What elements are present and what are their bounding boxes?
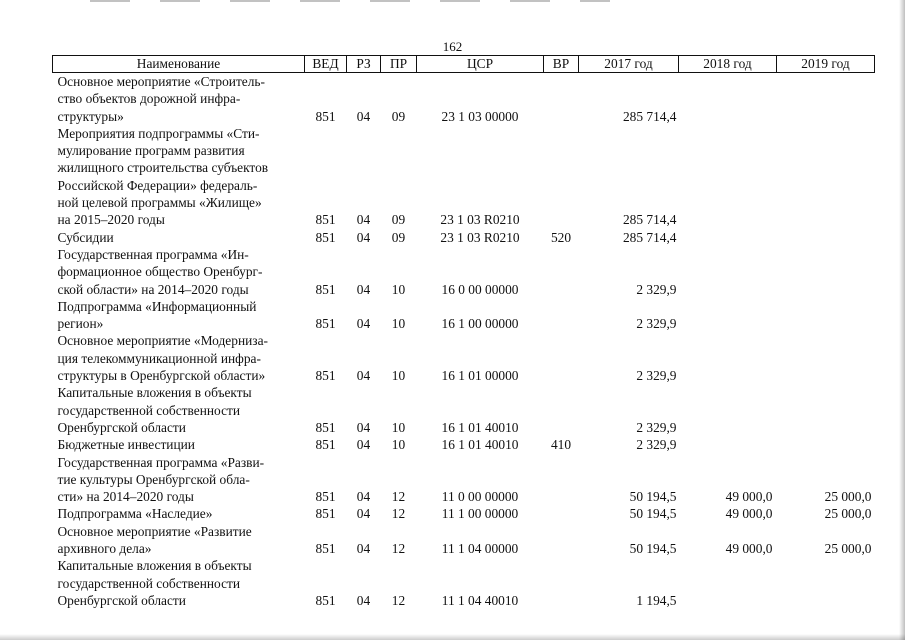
cell-y2019 xyxy=(777,557,875,609)
cell-y2019 xyxy=(777,229,875,246)
cell-y2017: 285 714,4 xyxy=(622,108,677,124)
cell-y2019 xyxy=(777,384,875,436)
cell-pr: 10 xyxy=(391,437,406,453)
cell-vr xyxy=(544,384,579,436)
table-row xyxy=(53,332,875,384)
cell-ved: 851 xyxy=(315,437,336,453)
cell-ved: 851 xyxy=(315,592,336,608)
cell-y2019 xyxy=(777,332,875,384)
cell-vr xyxy=(544,332,579,384)
cell-pr: 09 xyxy=(391,229,406,245)
cell-y2019 xyxy=(777,73,875,125)
table-row xyxy=(53,436,875,453)
cell-csr: 23 1 03 00000 xyxy=(441,108,519,124)
cell-name: Государственная программа «Разви- тие культуры Оренбургской обла- сти» на 2014–2020 годы xyxy=(57,454,265,505)
header-vr: ВР xyxy=(544,56,579,73)
cell-vr xyxy=(544,125,579,229)
cell-rz: 04 xyxy=(356,281,371,297)
cell-y2018 xyxy=(679,246,777,298)
table-row xyxy=(53,384,875,436)
cell-y2019: 25 000,0 xyxy=(824,506,872,522)
cell-ved: 851 xyxy=(315,229,336,245)
cell-rz: 04 xyxy=(356,541,371,557)
cell-csr: 16 1 01 40010 xyxy=(441,419,519,435)
table-header xyxy=(53,56,875,73)
header-2017: 2017 год xyxy=(579,56,679,73)
cell-y2019: 25 000,0 xyxy=(824,541,872,557)
cell-pr: 12 xyxy=(391,541,406,557)
table-row xyxy=(53,454,875,506)
table-row xyxy=(53,523,875,558)
header-pr: ПР xyxy=(381,56,417,73)
cell-pr: 10 xyxy=(391,419,406,435)
cell-csr: 23 1 03 R0210 xyxy=(440,212,520,228)
cell-name: Основное мероприятие «Строитель- ство объектов дорожной инфра- структуры» xyxy=(57,74,265,124)
cell-rz: 04 xyxy=(356,212,371,228)
cell-pr: 12 xyxy=(391,506,406,522)
cell-pr: 10 xyxy=(391,368,406,384)
cell-ved: 851 xyxy=(315,316,336,332)
cell-rz: 04 xyxy=(356,506,371,522)
cell-vr xyxy=(544,73,579,125)
cell-y2018 xyxy=(679,436,777,453)
cell-y2019: 25 000,0 xyxy=(824,489,872,505)
cell-vr xyxy=(544,505,579,522)
cell-y2018 xyxy=(679,73,777,125)
cell-y2019 xyxy=(777,298,875,333)
header-ved: ВЕД xyxy=(305,56,347,73)
cell-pr: 12 xyxy=(391,489,406,505)
table-row xyxy=(53,125,875,229)
cell-vr xyxy=(544,246,579,298)
header-name: Наименование xyxy=(53,56,305,73)
cell-y2018 xyxy=(679,298,777,333)
budget-table xyxy=(52,55,875,609)
cell-csr: 23 1 03 R0210 xyxy=(440,229,520,245)
cell-rz: 04 xyxy=(356,316,371,332)
cell-ved: 851 xyxy=(315,212,336,228)
cell-rz: 04 xyxy=(356,592,371,608)
cell-csr: 16 1 01 40010 xyxy=(441,437,519,453)
cell-y2018 xyxy=(679,229,777,246)
cell-y2018 xyxy=(679,125,777,229)
table-row xyxy=(53,298,875,333)
cell-name: Подпрограмма «Наследие» xyxy=(57,506,213,522)
cell-pr: 10 xyxy=(391,316,406,332)
cell-ved: 851 xyxy=(315,419,336,435)
table-body xyxy=(53,73,875,610)
cell-name: Подпрограмма «Информационный регион» xyxy=(57,298,257,332)
table-row xyxy=(53,505,875,522)
cell-csr: 16 1 01 00000 xyxy=(441,368,519,384)
cell-y2017: 285 714,4 xyxy=(622,229,677,245)
cell-name: Основное мероприятие «Развитие архивного дела» xyxy=(57,523,252,557)
cell-name: Государственная программа «Ин- формационное общество Оренбург- ской области» на 2014–2020 годы xyxy=(57,246,263,297)
cell-name: Основное мероприятие «Модерниза- ция телекоммуникационной инфра- структуры в Оренбургской области» xyxy=(57,333,268,384)
cell-rz: 04 xyxy=(356,229,371,245)
cell-vr xyxy=(544,454,579,506)
cell-y2018 xyxy=(679,332,777,384)
cell-y2019 xyxy=(777,125,875,229)
scan-artifact-top xyxy=(90,0,610,2)
cell-y2018: 49 000,0 xyxy=(725,541,773,557)
cell-name: Бюджетные инвестиции xyxy=(57,437,195,453)
cell-ved: 851 xyxy=(315,489,336,505)
cell-csr: 11 0 00 00000 xyxy=(441,489,519,505)
cell-vr: 520 xyxy=(550,229,572,245)
cell-name: Мероприятия подпрограммы «Сти- мулирование программ развития жилищного строительства субъектов Российской Федерации» федераль- ной целевой программы «Жилище» на 2015–2020 годы xyxy=(57,125,269,228)
cell-y2017: 2 329,9 xyxy=(636,437,677,453)
cell-name: Капитальные вложения в объекты государственной собственности Оренбургской области xyxy=(57,558,252,608)
table-row xyxy=(53,73,875,125)
header-2018: 2018 год xyxy=(679,56,777,73)
cell-y2018 xyxy=(679,557,777,609)
cell-y2019 xyxy=(777,246,875,298)
table-row xyxy=(53,229,875,246)
cell-y2017: 2 329,9 xyxy=(636,419,677,435)
cell-pr: 09 xyxy=(391,212,406,228)
cell-rz: 04 xyxy=(356,368,371,384)
cell-vr xyxy=(544,298,579,333)
cell-y2017: 2 329,9 xyxy=(636,316,677,332)
cell-rz: 04 xyxy=(356,419,371,435)
cell-y2017: 50 194,5 xyxy=(629,489,677,505)
cell-csr: 16 1 00 00000 xyxy=(441,316,519,332)
table-row xyxy=(53,246,875,298)
cell-rz: 04 xyxy=(356,437,371,453)
cell-pr: 12 xyxy=(391,592,406,608)
cell-pr: 09 xyxy=(391,108,406,124)
header-2019: 2019 год xyxy=(777,56,875,73)
cell-rz: 04 xyxy=(356,489,371,505)
cell-csr: 11 1 04 40010 xyxy=(441,592,519,608)
cell-vr: 410 xyxy=(550,437,572,453)
cell-y2017: 1 194,5 xyxy=(636,592,677,608)
cell-y2019 xyxy=(777,436,875,453)
scan-edge-shadow xyxy=(899,0,905,640)
cell-ved: 851 xyxy=(315,541,336,557)
cell-name: Капитальные вложения в объекты государственной собственности Оренбургской области xyxy=(57,385,252,435)
cell-y2017: 50 194,5 xyxy=(629,541,677,557)
cell-csr: 11 1 00 00000 xyxy=(441,506,519,522)
cell-y2017: 50 194,5 xyxy=(629,506,677,522)
page-number: 162 xyxy=(442,39,463,54)
cell-y2017: 285 714,4 xyxy=(622,212,677,228)
cell-name: Субсидии xyxy=(57,229,114,245)
header-rz: РЗ xyxy=(347,56,381,73)
cell-vr xyxy=(544,557,579,609)
cell-vr xyxy=(544,523,579,558)
cell-ved: 851 xyxy=(315,368,336,384)
cell-csr: 11 1 04 00000 xyxy=(441,541,519,557)
cell-y2018: 49 000,0 xyxy=(725,506,773,522)
cell-y2018 xyxy=(679,384,777,436)
cell-pr: 10 xyxy=(391,281,406,297)
cell-ved: 851 xyxy=(315,108,336,124)
scan-bottom-shadow xyxy=(0,634,905,640)
header-csr: ЦСР xyxy=(417,56,544,73)
cell-csr: 16 0 00 00000 xyxy=(441,281,519,297)
cell-ved: 851 xyxy=(315,506,336,522)
cell-y2018: 49 000,0 xyxy=(725,489,773,505)
cell-y2017: 2 329,9 xyxy=(636,281,677,297)
table-row xyxy=(53,557,875,609)
cell-rz: 04 xyxy=(356,108,371,124)
cell-ved: 851 xyxy=(315,281,336,297)
cell-y2017: 2 329,9 xyxy=(636,368,677,384)
